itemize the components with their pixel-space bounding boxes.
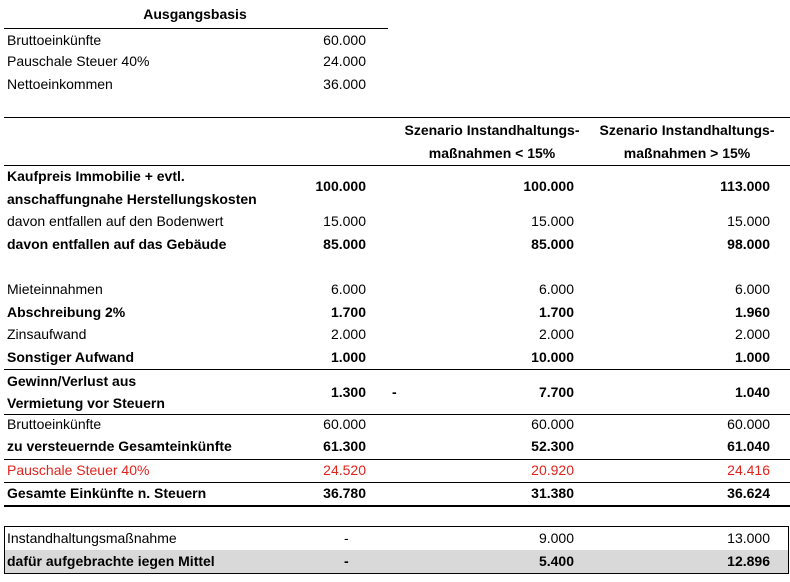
row-pauschal-b: 24.416 [727,462,770,478]
table-top-border [4,117,790,118]
basis-title: Ausgangsbasis [143,6,247,22]
row-zins-b: 2.000 [734,326,770,342]
basis-value-netto: 36.000 [323,76,366,92]
row-sonstiger-label: Sonstiger Aufwand [7,349,135,365]
basis-title-underline [4,28,388,29]
basis-label-steuer: Pauschale Steuer 40% [7,53,150,69]
row-miete-b: 6.000 [734,281,770,297]
row-miete-a: 6.000 [538,281,574,297]
header-scenario-b-line1: Szenario Instandhaltungs- [599,122,775,138]
row-gewinn-b: 1.040 [734,384,770,400]
row-instand-base: - [344,530,349,546]
row-eigen-a: 5.400 [538,553,574,569]
row-gesamt-base: 36.780 [323,485,366,501]
row-kaufpreis-base: 100.000 [315,178,366,194]
header-scenario-a [386,119,598,165]
row-miete-label: Mieteinnahmen [7,281,103,297]
row-bodenwert-label: davon entfallen auf den Bodenwert [7,213,224,229]
row-kaufpreis-a: 100.000 [523,178,574,194]
header-scenario-a-line2: maßnahmen < 15% [428,145,556,161]
row-zu-versteuern-label: zu versteuernde Gesamteinkünfte [7,438,232,454]
row-instand-label: Instandhaltungsmaßnahme [7,530,177,546]
row-gewinn-a-sign: - [392,384,397,400]
row-abschreibung-a: 1.700 [538,304,574,320]
basis-value-brutto: 60.000 [323,32,366,48]
row-zu-versteuern-b: 61.040 [727,438,770,454]
row-brutto-base: 60.000 [323,416,366,432]
header-scenario-a-line1: Szenario Instandhaltungs- [404,122,580,138]
row-brutto-a: 60.000 [531,416,574,432]
row-bodenwert-b: 15.000 [727,213,770,229]
row-eigen-b: 12.896 [727,553,770,569]
basis-value-steuer: 24.000 [323,53,366,69]
header-scenario-b-line2: maßnahmen > 15% [623,145,751,161]
row-gewinn-a: 7.700 [538,384,574,400]
row-kaufpreis-b: 113.000 [720,178,770,194]
row-zu-versteuern-base: 61.300 [323,438,366,454]
row-bodenwert-base: 15.000 [323,213,366,229]
row-gewinn-label-1: Gewinn/Verlust aus [7,373,137,389]
header-bottom-border [4,165,790,166]
pauschal-bottom-border [4,482,790,483]
row-brutto-label: Bruttoeinkünfte [7,416,102,432]
zu-versteuern-bottom-border [4,459,790,460]
row-zu-versteuern-a: 52.300 [531,438,574,454]
row-gewinn-base: 1.300 [330,384,366,400]
row-sonstiger-a: 10.000 [531,349,574,365]
row-eigen-label: dafür aufgebrachte iegen Mittel [7,553,215,569]
header-scenario-b [584,119,790,165]
row-kaufpreis-label-1: Kaufpreis Immobilie + evtl. [7,168,185,184]
row-abschreibung-base: 1.700 [330,304,366,320]
row-gebaeude-a: 85.000 [531,236,574,252]
row-gesamt-b: 36.624 [727,485,770,501]
row-eigen-base: - [344,553,349,569]
basis-label-brutto: Bruttoeinkünfte [7,32,102,48]
row-sonstiger-b: 1.000 [734,349,770,365]
row-zins-a: 2.000 [538,326,574,342]
row-abschreibung-b: 1.960 [734,304,770,320]
row-zins-base: 2.000 [330,326,366,342]
row-abschreibung-label: Abschreibung 2% [7,304,126,320]
gewinn-bottom-border [4,414,790,415]
row-gesamt-a: 31.380 [531,485,574,501]
row-zins-label: Zinsaufwand [7,326,87,342]
row-pauschal-base: 24.520 [323,462,366,478]
row-miete-base: 6.000 [330,281,366,297]
row-sonstiger-base: 1.000 [330,349,366,365]
row-gesamt-label: Gesamte Einkünfte n. Steuern [7,485,207,501]
row-instand-a: 9.000 [538,530,574,546]
row-instand-b: 13.000 [727,530,770,546]
row-pauschal-label: Pauschale Steuer 40% [7,462,150,478]
row-bodenwert-a: 15.000 [531,213,574,229]
row-brutto-b: 60.000 [727,416,770,432]
basis-label-netto: Nettoeinkommen [7,76,113,92]
row-kaufpreis-label-2: anschaffungnahe Herstellungskosten [7,191,257,207]
row-gebaeude-base: 85.000 [323,236,366,252]
row-gebaeude-b: 98.000 [727,236,770,252]
sonstiger-bottom-border [4,369,790,370]
row-gewinn-label-2: Vermietung vor Steuern [7,395,165,411]
row-pauschal-a: 20.920 [531,462,574,478]
table-bottom-border [4,505,790,507]
row-gebaeude-label: davon entfallen auf das Gebäude [7,236,227,252]
